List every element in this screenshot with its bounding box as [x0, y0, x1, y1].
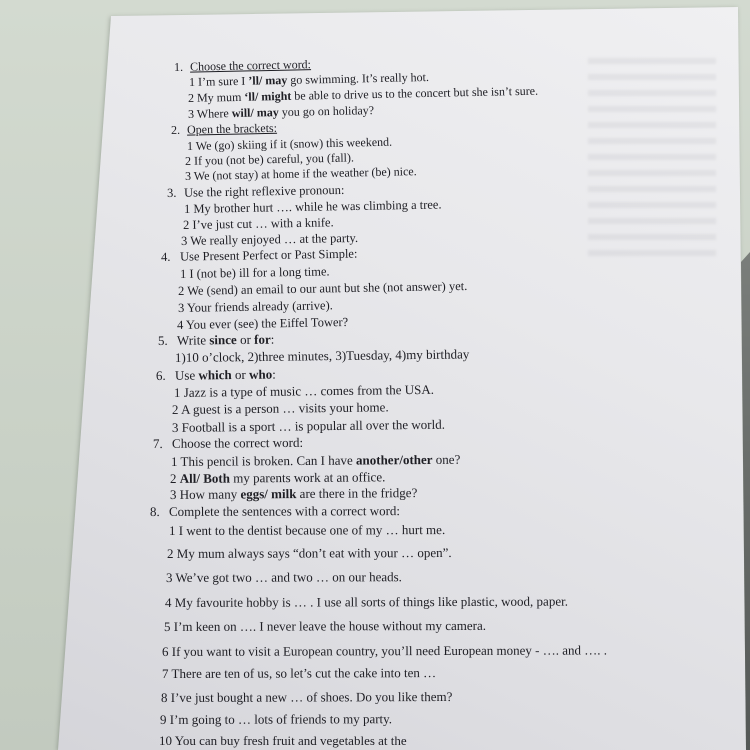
item-text: go swimming. It’s really hot. [287, 69, 430, 87]
section-4-item-1 [180, 263, 330, 282]
item-text: 1)10 o’clock, 2)three minutes, 3)Tuesday, 4)my birthday [174, 346, 470, 365]
section-7-item-1 [171, 452, 460, 470]
section-instruction: or [236, 331, 255, 348]
section-instruction: Use the right reflexive pronoun: [183, 182, 345, 200]
item-text: one? [432, 451, 461, 467]
section-8-item-5 [164, 618, 486, 635]
section-2-item-3 [185, 163, 417, 184]
section-4-item-4 [177, 314, 348, 333]
section-instruction: Open the brackets: [186, 120, 278, 137]
section-4-item-3 [178, 297, 333, 316]
item-text: 2 I’ve just cut … with a knife. [182, 215, 334, 232]
item-text: 3 We really enjoyed … at the party. [180, 230, 359, 248]
item-text: 5 I’m keen on …. I never leave the house without my camera. [163, 617, 487, 634]
section-7-item-3 [170, 485, 417, 503]
section-8-item-7 [162, 665, 436, 682]
item-text: my parents work at an office. [229, 469, 386, 486]
section-8-item-3 [166, 569, 402, 586]
item-text: 3 We’ve got two … and two … on our heads. [165, 569, 402, 585]
item-text: 2 If you (not be) careful, you (fall). [184, 150, 355, 168]
section-instruction: : [272, 366, 276, 382]
section-number: 6. [155, 367, 166, 383]
section-number: 7. [152, 435, 163, 451]
item-text: 3 Football is a sport … is popular all over the world. [171, 416, 446, 435]
section-instruction: Choose the correct word: [189, 57, 312, 74]
keyword-who: who [248, 366, 273, 382]
keyword-for: for [254, 331, 271, 347]
section-number: 5. [157, 332, 168, 348]
item-text: 1 We (go) skiing if it (snow) this weekend. [186, 134, 393, 153]
keyword-since: since [209, 332, 237, 348]
item-text: 1 I (not be) ill for a long time. [179, 264, 330, 281]
section-5-heading [158, 332, 275, 349]
item-text: are there in the fridge? [296, 485, 418, 502]
item-text: 3 Where [187, 106, 232, 121]
section-number: 3. [166, 185, 177, 200]
section-instruction: : [270, 331, 275, 347]
section-8-item-6 [162, 642, 607, 660]
item-text: 2 My mum always says “don’t eat with your … open”. [166, 545, 452, 561]
section-8-item-8 [161, 689, 452, 706]
item-text: 1 I went to the dentist because one of my … hurt me. [168, 522, 446, 538]
section-8-item-10 [159, 733, 407, 749]
section-6-item-1 [174, 382, 434, 401]
section-number: 4. [160, 249, 171, 264]
section-6-item-2 [172, 399, 389, 418]
section-1-item-3 [188, 102, 374, 122]
section-instruction: or [231, 366, 250, 383]
section-instruction: Use [174, 367, 199, 383]
item-text: 2 We (send) an email to our aunt but she (not answer) yet. [177, 278, 468, 298]
section-6-item-3 [172, 417, 445, 436]
word-choice: All/ Both [179, 470, 231, 486]
section-6-heading [156, 367, 276, 384]
keyword-which: which [198, 367, 232, 383]
section-8-item-2 [167, 545, 452, 562]
section-5-item-1 [175, 346, 470, 366]
word-choice: will/ may [231, 105, 279, 121]
item-text: 8 I’ve just bought a new … of shoes. Do you like them? [160, 688, 453, 705]
section-8-item-9 [160, 711, 392, 728]
section-8-item-1 [169, 522, 445, 539]
item-text: 2 [169, 470, 180, 486]
item-text: 1 Jazz is a type of music … comes from the USA. [173, 381, 435, 400]
section-instruction: Use Present Perfect or Past Simple: [179, 246, 358, 264]
item-text: 3 Your friends already (arrive). [177, 298, 333, 315]
item-text: you go on holiday? [278, 103, 375, 120]
item-text: be able to drive us to the concert but she isn’t sure. [291, 83, 539, 103]
section-number: 1. [173, 59, 184, 74]
item-text: 7 There are ten of us, so let’s cut the cake into ten … [161, 665, 437, 681]
item-text: 4 You ever (see) the Eiffel Tower? [176, 315, 349, 332]
word-choice: another/other [355, 451, 433, 468]
section-7-item-2 [170, 469, 385, 487]
word-choice: ‘ll/ might [244, 88, 292, 104]
item-text: 3 How many [169, 486, 241, 502]
section-instruction: Complete the sentences with a correct word: [168, 503, 401, 519]
item-text: 1 I’m sure I [188, 73, 249, 89]
section-7-heading [153, 435, 303, 452]
item-text: 2 My mum [187, 89, 245, 105]
section-number: 8. [149, 503, 160, 519]
item-text: 9 I’m going to … lots of friends to my party. [159, 711, 393, 727]
item-text: 2 A guest is a person … visits your home. [171, 399, 389, 417]
item-text: 10 You can buy fresh fruit and vegetables at the [159, 733, 407, 748]
item-text: 1 This pencil is broken. Can I have [170, 452, 357, 469]
section-8-item-4 [165, 594, 568, 611]
item-text: 4 My favourite hobby is … . I use all sorts of things like plastic, wood, paper. [164, 593, 568, 610]
section-8-heading [150, 503, 400, 520]
section-instruction: Choose the correct word: [171, 434, 304, 451]
item-text: 6 If you want to visit a European country, you’ll need European money - …. and …. . [161, 642, 608, 659]
section-2-heading [171, 120, 277, 138]
word-choice: eggs/ milk [240, 486, 297, 502]
item-text: 1 My brother hurt …. while he was climbing a tree. [183, 197, 442, 216]
item-text: 3 We (not stay) at home if the weather (be) nice. [184, 164, 417, 183]
section-4-heading [161, 246, 358, 265]
section-instruction: Write [176, 332, 210, 348]
section-number: 2. [170, 122, 181, 137]
word-choice: ’ll/ may [248, 72, 288, 88]
